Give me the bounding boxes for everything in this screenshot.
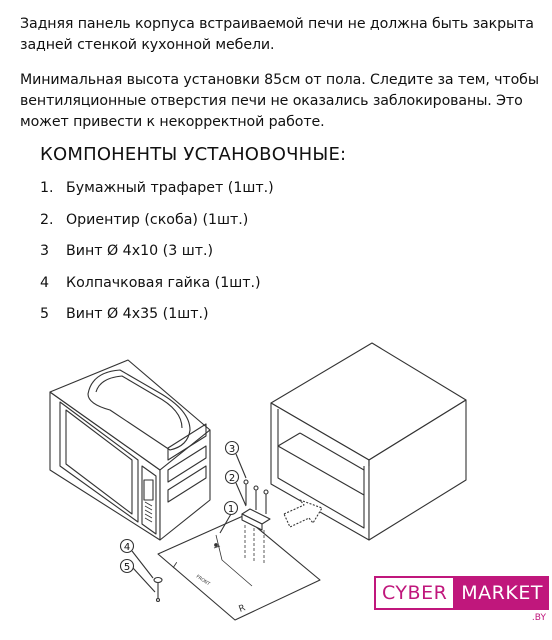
components-heading: КОМПОНЕНТЫ УСТАНОВОЧНЫЕ:: [40, 144, 347, 165]
template-left-mark: L: [170, 561, 181, 573]
template-right-mark: R: [237, 603, 247, 615]
components-list: [40, 178, 274, 336]
callout-2: [226, 471, 247, 507]
list-item: [40, 273, 274, 305]
svg-text:5: 5: [123, 562, 131, 573]
list-item-number: 3: [40, 243, 50, 259]
template-front-mark: FRONT: [194, 574, 211, 588]
svg-text:3: 3: [228, 444, 236, 455]
list-item: [40, 178, 274, 210]
list-item-number: 4: [40, 274, 50, 291]
list-item-text: Винт Ø 4x10 (3 шт.): [66, 243, 214, 259]
list-item-text: Колпачковая гайка (1шт.): [66, 274, 261, 291]
list-item-number: 5: [40, 306, 50, 322]
list-item: [40, 210, 274, 242]
bracket-and-screws-drawing: [242, 480, 270, 530]
logo-market-text: MARKET: [461, 582, 543, 604]
svg-text:4: 4: [123, 542, 131, 553]
intro-paragraph-back-panel: Задняя панель корпуса встраиваемой печи не должна быть закрыта задней стенкой кухонной мебели.: [20, 16, 534, 53]
list-item-text: Бумажный трафарет (1шт.): [66, 180, 274, 196]
logo-part-market: [455, 576, 549, 623]
list-item-text: Винт Ø 4x35 (1шт.): [66, 306, 209, 322]
logo-part-cyber: CYBER: [374, 576, 455, 610]
list-item-number: 2.: [40, 211, 54, 228]
callout-5: [121, 560, 156, 593]
list-item: [40, 241, 274, 273]
nut-and-screw-drawing: [154, 578, 162, 602]
intro-paragraph-min-height: Минимальная высота установки 85см от пола. Следите за тем, чтобы вентиляционные отверстия печи не оказались заблокированы. Это может привести к некорректной работе.: [20, 72, 539, 130]
svg-text:1: 1: [227, 504, 235, 515]
list-item-text: Ориентир (скоба) (1шт.): [66, 211, 249, 228]
logo-tld: .BY: [531, 613, 546, 623]
cybermarket-logo: [374, 576, 549, 623]
svg-text:2: 2: [228, 473, 236, 484]
list-item-number: 1.: [40, 180, 54, 196]
paper-template-drawing: [158, 516, 320, 620]
oven-drawing: [50, 360, 210, 540]
